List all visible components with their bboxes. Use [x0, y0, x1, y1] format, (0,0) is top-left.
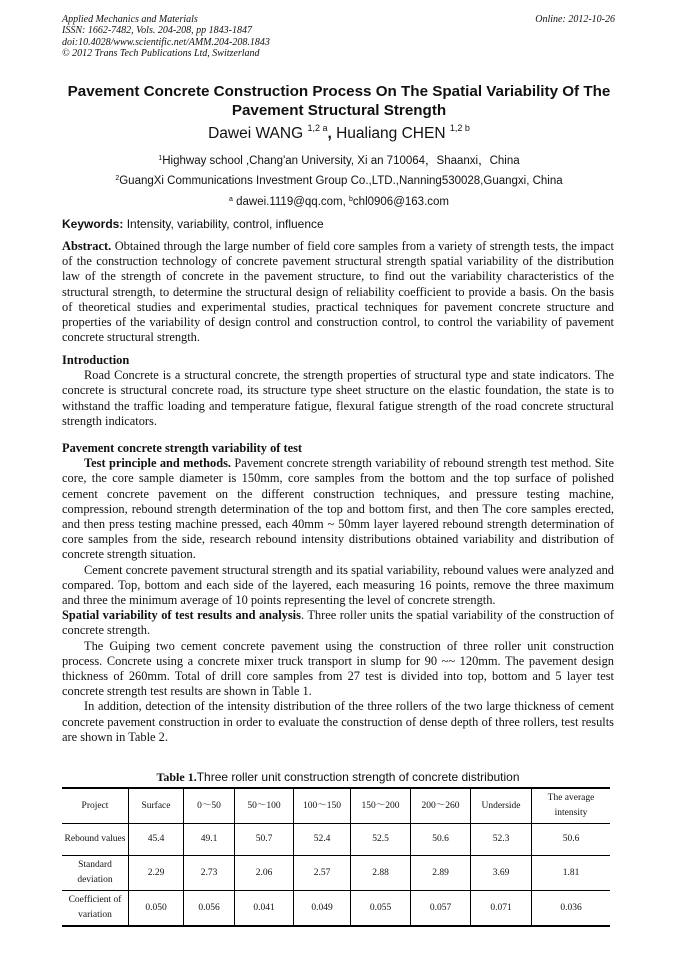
table-cell: 0.057 — [411, 891, 471, 927]
row-label: Coefficient of variation — [62, 891, 129, 927]
table-cell: 3.69 — [471, 856, 532, 891]
email-sup: b — [349, 196, 353, 203]
table-cell: 1.81 — [532, 856, 611, 891]
table-cell: 2.06 — [235, 856, 294, 891]
copyright-line: © 2012 Trans Tech Publications Ltd, Switzerland — [62, 47, 260, 59]
author-line — [62, 123, 616, 143]
column-header: 0～50 — [184, 788, 235, 824]
section-heading: Pavement concrete strength variability of test — [62, 441, 303, 455]
table-cell: 0.036 — [532, 891, 611, 927]
table-caption-label: Table 1. — [156, 770, 197, 784]
table-caption — [62, 770, 614, 785]
paragraph: Cement concrete pavement structural strength and its spatial variability, rebound values were analyzed and compared. Top, bottom and each side of the layered, each measuring 16 points, remove the three maximum and three the minimum average of 10 points representing the level of concrete strength. — [62, 562, 614, 608]
column-header: The average intensity — [532, 788, 611, 824]
keywords-label: Keywords: — [62, 217, 124, 231]
paragraph: In addition, detection of the intensity distribution of the three rollers of the two large thickness of cement concrete pavement construction in order to evaluate the construction of dense depth of three rollers, test results are shown in Table 2. — [62, 699, 614, 744]
table-cell: 0.049 — [294, 891, 351, 927]
table-cell: 0.056 — [184, 891, 235, 927]
table-cell: 2.89 — [411, 856, 471, 891]
table-cell: 45.4 — [129, 824, 184, 856]
affiliation-1 — [62, 152, 616, 168]
table-caption-text: Three roller unit construction strength of concrete distribution — [196, 770, 520, 784]
table-cell: 0.050 — [129, 891, 184, 927]
table-cell: 49.1 — [184, 824, 235, 856]
affiliation-2 — [62, 175, 616, 187]
table-cell: 2.29 — [129, 856, 184, 891]
table-cell: 0.071 — [471, 891, 532, 927]
paragraph: Road Concrete is a structural concrete, the strength properties of structural type and state indicators. The concrete is structural concrete road, its structure type sheet structure on the elastic foundation, the state is to withstand the traffic loading and temperature fatigue, flexural fatigue strength of the road concrete structural strength indicators. — [62, 368, 614, 428]
introduction-section — [62, 353, 614, 429]
column-header: 50～100 — [235, 788, 294, 824]
column-header: Project — [62, 788, 129, 824]
keywords-text: Intensity, variability, control, influence — [126, 217, 324, 231]
table-cell: 0.041 — [235, 891, 294, 927]
table-cell: 2.73 — [184, 856, 235, 891]
column-header: 200～260 — [411, 788, 471, 824]
table-cell: 50.6 — [532, 824, 611, 856]
paragraph-text: . Three roller units the spatial variability of the construction of concrete strength. — [62, 608, 614, 638]
paragraph: The Guiping two cement concrete pavement using the construction of three roller unit construction process. Concrete using a concrete mixer truck transport in slump for 90 ~~ 120mm. The pavement design thickness of 260mm. Total of drill core samples from 27 test is divided into top, bottom and 5 layer test concrete strength test results are shown in Table 1. — [62, 638, 614, 699]
subheading: Test principle and methods. — [84, 456, 232, 471]
column-header: Surface — [129, 788, 184, 824]
email-b: chl0906@163.com — [352, 196, 449, 208]
table-cell: 2.88 — [351, 856, 411, 891]
issn-line: ISSN: 1662-7482, Vols. 204-208, pp 1843-1847 — [62, 25, 252, 37]
paragraph — [62, 608, 614, 638]
author-sup: 1,2 b — [449, 123, 470, 133]
affiliation-text: GuangXi Communications Investment Group Co.,LTD.,Nanning530028,Guangxi, China — [119, 175, 563, 187]
email-a: dawei.1119@qq.com, — [236, 196, 346, 208]
doi-line: doi:10.4028/www.scientific.net/AMM.204-208.1843 — [62, 36, 270, 48]
table-row — [62, 891, 610, 927]
abstract — [62, 239, 614, 345]
journal-name: Applied Mechanics and Materials — [62, 14, 198, 25]
author-separator: , — [327, 125, 332, 142]
column-header: Underside — [471, 788, 532, 824]
abstract-label: Abstract. — [62, 239, 112, 253]
paper-title: Pavement Concrete Construction Process On The Spatial Variability Of The Pavement Structural Strength — [67, 83, 611, 119]
author-name: Dawei WANG — [208, 125, 304, 142]
author-sup: 1,2 a — [307, 123, 328, 133]
journal-header — [62, 14, 270, 59]
email-line — [62, 196, 616, 208]
column-header: 150～200 — [351, 788, 411, 824]
abstract-text: Obtained through the large number of field core samples from a variety of strength tests, the impact of the construction technology of concrete pavement structural strength spatial variability of the distribution law of the strength of concrete in the pavement structure, to find out the variability characteristics of the structural strength, to determine the structural design of reliability coefficient to provide a basis. On the basis of theoretical studies and experimental studies, practical techniques for pavement concrete structure and properties of the variability of design control and construction control, to control the variability of pavement concrete structural strength. — [62, 239, 614, 345]
row-label: Rebound values — [62, 824, 129, 856]
subheading: Spatial variability of test results and analysis — [62, 608, 301, 623]
table-cell: 52.5 — [351, 824, 411, 856]
table-cell: 50.6 — [411, 824, 471, 856]
column-header: 100～150 — [294, 788, 351, 824]
section-heading: Introduction — [62, 353, 130, 367]
table-row — [62, 824, 610, 856]
affiliation-sup: 1 — [158, 155, 163, 162]
strength-variability-section — [62, 441, 614, 745]
table-cell: 52.3 — [471, 824, 532, 856]
table-row — [62, 856, 610, 891]
paragraph-text: Pavement concrete strength variability of rebound strength test method. Site core, the core sample diameter is 150mm, core samples from the bottom and the top surface of polished cement concrete pavement on the different construction techniques, and pressure testing machine, compression, rebound strength determination of the top and bottom first, and then The core samples erected, and then press testing machine pressed, each 40mm ~ 50mm layer layered rebound strength determination of core samples from the side, research rebound intensity distributions obtained variability and distribution of concrete strength situation. — [62, 456, 614, 562]
affiliation-sup: 2 — [115, 175, 120, 182]
online-date: Online: 2012-10-26 — [535, 14, 615, 25]
paragraph — [62, 456, 614, 562]
data-table — [62, 787, 610, 927]
table-cell: 52.4 — [294, 824, 351, 856]
affiliation-text: Highway school ,Chang'an University, Xi an 710064，Shaanxi，China — [162, 155, 520, 167]
table-cell: 2.57 — [294, 856, 351, 891]
table-cell: 0.055 — [351, 891, 411, 927]
table-cell: 50.7 — [235, 824, 294, 856]
keywords — [62, 217, 324, 231]
row-label: Standard deviation — [62, 856, 129, 891]
author-name: Hualiang CHEN — [336, 125, 446, 142]
table-header-row — [62, 788, 610, 824]
email-sup: a — [229, 196, 233, 203]
